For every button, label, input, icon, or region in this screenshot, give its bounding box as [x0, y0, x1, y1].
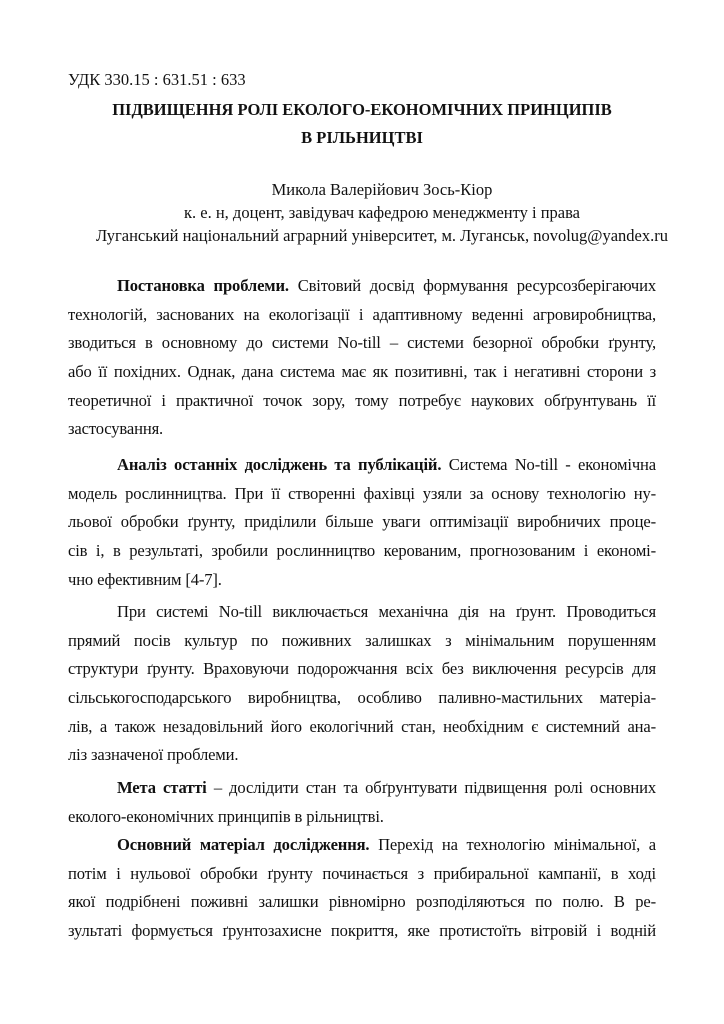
- text-line: потім і нульової обробки ґрунту починається з прибиральної кампанії, в ході: [68, 863, 656, 883]
- text-line: модель рослинництва. При її створенні фахівці узяли за основу технологію ну-: [68, 483, 656, 503]
- author-name: Микола Валерійович Зось-Кіор: [271, 180, 493, 199]
- text-line: чно ефективним [4-7].: [68, 569, 222, 589]
- paragraph-goal: [68, 774, 656, 831]
- text-line: При системі No-till виключається механічна дія на ґрунт. Проводиться: [117, 602, 656, 621]
- text-line: ліз зазначеної проблеми.: [68, 745, 239, 765]
- text-line: зультаті формується ґрунтозахисне покриття, яке протистоїть вітровій і водній: [68, 921, 656, 941]
- line-text: Світовий досвід формування ресурсозберігаючих: [288, 276, 656, 295]
- author-affiliation: Луганський національний аграрний університет, м. Луганськ, novolug@yandex.ru: [95, 226, 668, 245]
- author-block: [0, 178, 724, 247]
- text-line: лів, а також незадовільний його екологічний стан, необхідним є системний ана-: [68, 716, 656, 736]
- text-line: або її похідних. Однак, дана система має як позитивні, так і негативні сторони з: [68, 362, 656, 382]
- section-lead: Основний матеріал дослідження.: [117, 835, 370, 854]
- text-line: зводиться в основному до системи No-till – системи безорної обробки ґрунту,: [68, 333, 656, 353]
- section-lead: Постановка проблеми.: [117, 276, 289, 295]
- text-line: сільськогосподарського виробництва, особливо паливно-мастильних матеріа-: [68, 688, 656, 708]
- article-title: [0, 96, 724, 152]
- paragraph-main-material: [68, 831, 656, 946]
- author-position: к. е. н, доцент, завідувач кафедрою менеджменту і права: [184, 203, 580, 222]
- text-line: застосування.: [68, 419, 164, 439]
- text-line: технологій, заснованих на екологізації і адаптивному веденні агровиробництва,: [68, 304, 656, 324]
- line-text: – дослідити стан та обґрунтувати підвищення ролі основних: [206, 778, 656, 797]
- text-line: еколого-економічних принципів в рільництві.: [68, 806, 384, 826]
- text-line: прямий посів культур по поживних залишках з мінімальним порушенням: [68, 630, 656, 650]
- section-lead: Аналіз останніх досліджень та публікацій.: [117, 455, 442, 474]
- text-line: [68, 831, 656, 860]
- line-text: Система No-till - економічна: [441, 455, 656, 474]
- text-line: теоретичної і практичної точок зору, тому потребує наукових обґрунтувань її: [68, 390, 656, 410]
- paragraph-problem: [68, 272, 656, 444]
- text-line: [68, 451, 656, 480]
- paragraph-analysis: [68, 451, 656, 594]
- title-line: ПІДВИЩЕННЯ РОЛІ ЕКОЛОГО-ЕКОНОМІЧНИХ ПРИНЦИПІВ: [112, 100, 612, 119]
- paragraph-no-till: [68, 598, 656, 770]
- text-line: льової обробки ґрунту, приділили більше уваги оптимізації виробничих проце-: [68, 512, 656, 532]
- line-text: Перехід на технологію мінімальної, а: [369, 835, 656, 854]
- text-line: [68, 272, 656, 301]
- text-line: структури ґрунту. Враховуючи подорожчання всіх без виключення ресурсів для: [68, 659, 656, 679]
- section-lead: Мета статті: [117, 778, 207, 797]
- text-line: сів і, в результаті, зробили рослинництво керованим, прогнозованим і економі-: [68, 541, 656, 561]
- text-line: якої подрібнені поживні залишки рівномірно розподіляються по полю. В ре-: [68, 892, 656, 912]
- text-line: [68, 774, 656, 803]
- udk-code: УДК 330.15 : 631.51 : 633: [68, 70, 246, 89]
- title-line: В РІЛЬНИЦТВІ: [301, 128, 423, 147]
